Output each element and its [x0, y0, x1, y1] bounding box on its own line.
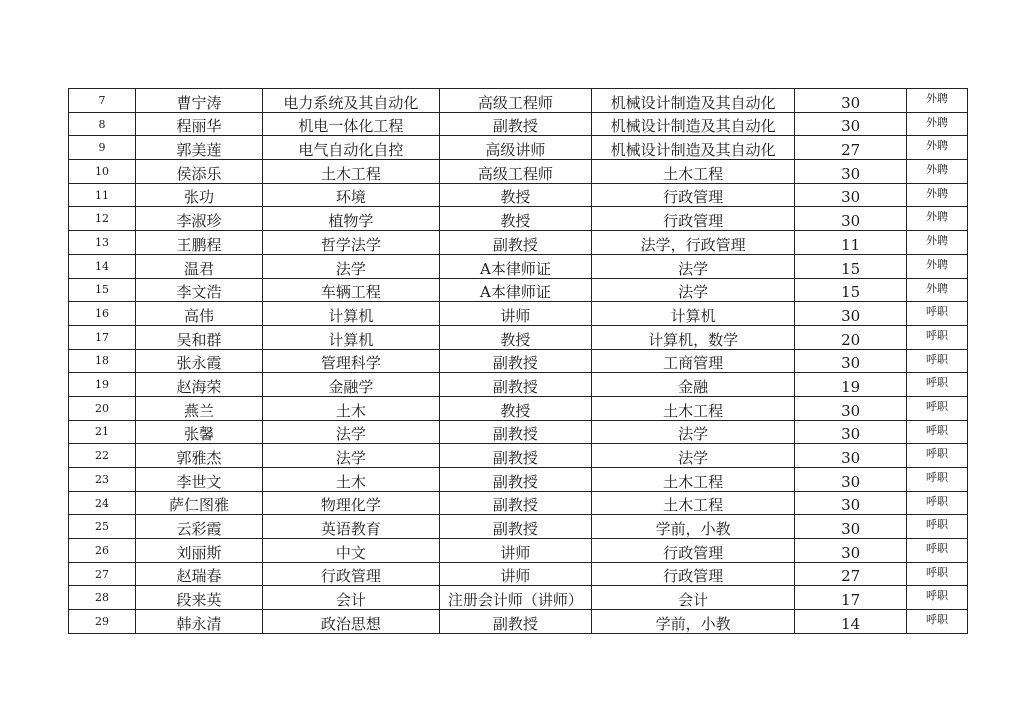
teaching-field-cell: 机械设计制造及其自动化: [592, 112, 795, 136]
employment-type-cell: 外聘: [907, 254, 968, 278]
table-row: [69, 89, 968, 113]
teaching-field-cell: 金融: [592, 373, 795, 397]
teacher-name-cell: 刘丽斯: [136, 539, 263, 563]
major-cell: 物理化学: [263, 491, 440, 515]
employment-type-cell: 呼职: [907, 586, 968, 610]
teaching-field-cell: 学前，小教: [592, 515, 795, 539]
years-cell: 30: [795, 89, 907, 113]
teacher-name-cell: 程丽华: [136, 112, 263, 136]
major-cell: 行政管理: [263, 562, 440, 586]
professional-title-cell: 教授: [439, 183, 591, 207]
professional-title-cell: 副教授: [439, 515, 591, 539]
employment-type-cell: 呼职: [907, 373, 968, 397]
years-cell: 19: [795, 373, 907, 397]
row-number-cell: 16: [69, 302, 136, 326]
years-cell: 11: [795, 231, 907, 255]
major-cell: 管理科学: [263, 349, 440, 373]
teaching-field-cell: 机械设计制造及其自动化: [592, 89, 795, 113]
table-row: [69, 491, 968, 515]
major-cell: 政治思想: [263, 610, 440, 634]
professional-title-cell: 高级工程师: [439, 160, 591, 184]
teaching-field-cell: 会计: [592, 586, 795, 610]
row-number-cell: 24: [69, 491, 136, 515]
years-cell: 30: [795, 515, 907, 539]
teacher-name-cell: 曹宁涛: [136, 89, 263, 113]
major-cell: 金融学: [263, 373, 440, 397]
row-number-cell: 20: [69, 396, 136, 420]
years-cell: 30: [795, 468, 907, 492]
teaching-field-cell: 法学: [592, 444, 795, 468]
row-number-cell: 7: [69, 89, 136, 113]
employment-type-cell: 外聘: [907, 112, 968, 136]
professional-title-cell: 副教授: [439, 349, 591, 373]
years-cell: 15: [795, 278, 907, 302]
table-row: [69, 539, 968, 563]
teacher-name-cell: 郭美莲: [136, 136, 263, 160]
table-row: [69, 207, 968, 231]
teacher-name-cell: 燕兰: [136, 396, 263, 420]
table-row: [69, 278, 968, 302]
teacher-name-cell: 郭雅杰: [136, 444, 263, 468]
years-cell: 30: [795, 207, 907, 231]
professional-title-cell: 副教授: [439, 420, 591, 444]
row-number-cell: 10: [69, 160, 136, 184]
professional-title-cell: 教授: [439, 396, 591, 420]
employment-type-cell: 呼职: [907, 562, 968, 586]
teacher-name-cell: 高伟: [136, 302, 263, 326]
table-row: [69, 160, 968, 184]
major-cell: 法学: [263, 444, 440, 468]
teaching-field-cell: 机械设计制造及其自动化: [592, 136, 795, 160]
major-cell: 车辆工程: [263, 278, 440, 302]
row-number-cell: 28: [69, 586, 136, 610]
employment-type-cell: 呼职: [907, 468, 968, 492]
row-number-cell: 21: [69, 420, 136, 444]
years-cell: 20: [795, 325, 907, 349]
teacher-name-cell: 赵海荣: [136, 373, 263, 397]
row-number-cell: 22: [69, 444, 136, 468]
table-row: [69, 231, 968, 255]
teaching-field-cell: 土木工程: [592, 160, 795, 184]
professional-title-cell: 副教授: [439, 231, 591, 255]
row-number-cell: 11: [69, 183, 136, 207]
table-row: [69, 444, 968, 468]
employment-type-cell: 呼职: [907, 420, 968, 444]
professional-title-cell: 副教授: [439, 491, 591, 515]
table-row: [69, 610, 968, 634]
row-number-cell: 25: [69, 515, 136, 539]
table-row: [69, 183, 968, 207]
employment-type-cell: 外聘: [907, 89, 968, 113]
professional-title-cell: A本律师证: [439, 254, 591, 278]
teaching-field-cell: 法学，行政管理: [592, 231, 795, 255]
teaching-field-cell: 行政管理: [592, 539, 795, 563]
teacher-name-cell: 萨仁图雅: [136, 491, 263, 515]
major-cell: 英语教育: [263, 515, 440, 539]
major-cell: 中文: [263, 539, 440, 563]
employment-type-cell: 外聘: [907, 231, 968, 255]
row-number-cell: 17: [69, 325, 136, 349]
professional-title-cell: 高级讲师: [439, 136, 591, 160]
row-number-cell: 12: [69, 207, 136, 231]
row-number-cell: 13: [69, 231, 136, 255]
major-cell: 法学: [263, 254, 440, 278]
major-cell: 计算机: [263, 325, 440, 349]
teacher-name-cell: 云彩霞: [136, 515, 263, 539]
teaching-field-cell: 行政管理: [592, 562, 795, 586]
employment-type-cell: 呼职: [907, 491, 968, 515]
teacher-name-cell: 侯添乐: [136, 160, 263, 184]
major-cell: 电气自动化自控: [263, 136, 440, 160]
row-number-cell: 8: [69, 112, 136, 136]
table-row: [69, 396, 968, 420]
professional-title-cell: 讲师: [439, 562, 591, 586]
years-cell: 30: [795, 491, 907, 515]
row-number-cell: 9: [69, 136, 136, 160]
major-cell: 环境: [263, 183, 440, 207]
teaching-field-cell: 工商管理: [592, 349, 795, 373]
teaching-field-cell: 土木工程: [592, 396, 795, 420]
major-cell: 土木: [263, 396, 440, 420]
professional-title-cell: 副教授: [439, 610, 591, 634]
teaching-field-cell: 法学: [592, 420, 795, 444]
major-cell: 土木工程: [263, 160, 440, 184]
teacher-name-cell: 李文浩: [136, 278, 263, 302]
years-cell: 27: [795, 562, 907, 586]
professional-title-cell: 副教授: [439, 373, 591, 397]
employment-type-cell: 外聘: [907, 160, 968, 184]
table-row: [69, 468, 968, 492]
table-row: [69, 136, 968, 160]
major-cell: 土木: [263, 468, 440, 492]
teaching-field-cell: 土木工程: [592, 468, 795, 492]
major-cell: 电力系统及其自动化: [263, 89, 440, 113]
years-cell: 30: [795, 396, 907, 420]
table-row: [69, 349, 968, 373]
employment-type-cell: 呼职: [907, 325, 968, 349]
teacher-name-cell: 张馨: [136, 420, 263, 444]
row-number-cell: 19: [69, 373, 136, 397]
table-row: [69, 254, 968, 278]
years-cell: 30: [795, 302, 907, 326]
professional-title-cell: 副教授: [439, 112, 591, 136]
row-number-cell: 26: [69, 539, 136, 563]
table-row: [69, 373, 968, 397]
row-number-cell: 23: [69, 468, 136, 492]
employment-type-cell: 呼职: [907, 444, 968, 468]
employment-type-cell: 呼职: [907, 302, 968, 326]
table-row: [69, 586, 968, 610]
employment-type-cell: 外聘: [907, 278, 968, 302]
teaching-field-cell: 法学: [592, 278, 795, 302]
teacher-name-cell: 张功: [136, 183, 263, 207]
row-number-cell: 18: [69, 349, 136, 373]
major-cell: 法学: [263, 420, 440, 444]
professional-title-cell: 副教授: [439, 444, 591, 468]
professional-title-cell: 副教授: [439, 468, 591, 492]
row-number-cell: 15: [69, 278, 136, 302]
professional-title-cell: 高级工程师: [439, 89, 591, 113]
years-cell: 14: [795, 610, 907, 634]
faculty-table-body: [69, 89, 968, 634]
teaching-field-cell: 计算机，数学: [592, 325, 795, 349]
employment-type-cell: 呼职: [907, 349, 968, 373]
professional-title-cell: 教授: [439, 207, 591, 231]
teaching-field-cell: 行政管理: [592, 207, 795, 231]
employment-type-cell: 呼职: [907, 515, 968, 539]
years-cell: 15: [795, 254, 907, 278]
employment-type-cell: 呼职: [907, 610, 968, 634]
row-number-cell: 14: [69, 254, 136, 278]
table-row: [69, 112, 968, 136]
major-cell: 植物学: [263, 207, 440, 231]
professional-title-cell: 注册会计师（讲师）: [439, 586, 591, 610]
years-cell: 30: [795, 160, 907, 184]
teacher-name-cell: 韩永清: [136, 610, 263, 634]
major-cell: 机电一体化工程: [263, 112, 440, 136]
teaching-field-cell: 行政管理: [592, 183, 795, 207]
years-cell: 17: [795, 586, 907, 610]
professional-title-cell: 讲师: [439, 539, 591, 563]
teaching-field-cell: 计算机: [592, 302, 795, 326]
faculty-table: [68, 88, 968, 634]
employment-type-cell: 外聘: [907, 207, 968, 231]
teacher-name-cell: 李世文: [136, 468, 263, 492]
years-cell: 27: [795, 136, 907, 160]
employment-type-cell: 外聘: [907, 136, 968, 160]
table-row: [69, 515, 968, 539]
teacher-name-cell: 赵瑞春: [136, 562, 263, 586]
teacher-name-cell: 李淑珍: [136, 207, 263, 231]
table-row: [69, 562, 968, 586]
teacher-name-cell: 段来英: [136, 586, 263, 610]
years-cell: 30: [795, 444, 907, 468]
employment-type-cell: 呼职: [907, 396, 968, 420]
row-number-cell: 29: [69, 610, 136, 634]
years-cell: 30: [795, 420, 907, 444]
major-cell: 会计: [263, 586, 440, 610]
years-cell: 30: [795, 539, 907, 563]
teacher-name-cell: 吴和群: [136, 325, 263, 349]
years-cell: 30: [795, 183, 907, 207]
major-cell: 哲学法学: [263, 231, 440, 255]
table-row: [69, 420, 968, 444]
professional-title-cell: A本律师证: [439, 278, 591, 302]
table-row: [69, 325, 968, 349]
teacher-name-cell: 王鹏程: [136, 231, 263, 255]
employment-type-cell: 外聘: [907, 183, 968, 207]
teacher-name-cell: 张永霞: [136, 349, 263, 373]
professional-title-cell: 讲师: [439, 302, 591, 326]
major-cell: 计算机: [263, 302, 440, 326]
teacher-name-cell: 温君: [136, 254, 263, 278]
employment-type-cell: 呼职: [907, 539, 968, 563]
years-cell: 30: [795, 112, 907, 136]
teaching-field-cell: 土木工程: [592, 491, 795, 515]
row-number-cell: 27: [69, 562, 136, 586]
years-cell: 30: [795, 349, 907, 373]
teaching-field-cell: 学前，小教: [592, 610, 795, 634]
teaching-field-cell: 法学: [592, 254, 795, 278]
table-row: [69, 302, 968, 326]
professional-title-cell: 教授: [439, 325, 591, 349]
